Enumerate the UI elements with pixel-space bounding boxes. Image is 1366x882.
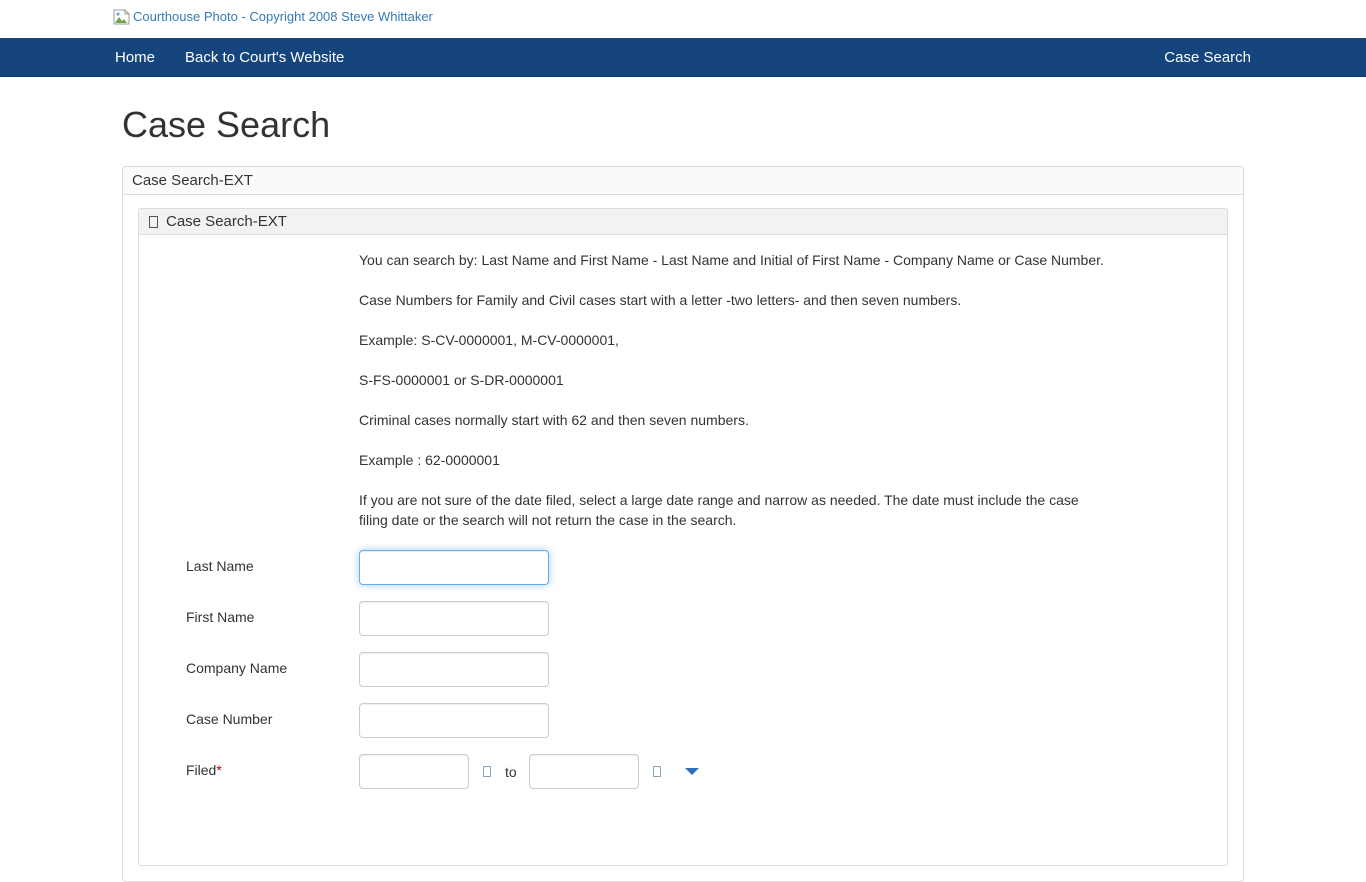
form-row-last-name	[154, 550, 1212, 585]
first-name-label: First Name	[186, 609, 255, 625]
instruction-line: Criminal cases normally start with 62 and then seven numbers.	[359, 412, 749, 428]
broken-image-icon	[113, 9, 131, 25]
nav-link-home[interactable]: Home	[115, 48, 156, 66]
filed-to-input[interactable]	[529, 754, 639, 789]
filed-label	[186, 754, 359, 778]
form-row-company-name	[154, 652, 1212, 687]
calendar-icon[interactable]	[653, 766, 661, 777]
main-content	[113, 104, 1253, 882]
company-name-label: Company Name	[186, 660, 288, 676]
inner-panel	[138, 208, 1228, 866]
outer-panel	[122, 166, 1244, 882]
search-instructions	[359, 250, 1212, 530]
company-name-input[interactable]	[359, 652, 549, 687]
navbar-left	[113, 38, 359, 76]
first-name-input[interactable]	[359, 601, 549, 636]
calendar-icon[interactable]	[483, 766, 491, 777]
outer-panel-heading: Case Search-EXT	[123, 167, 1243, 195]
instruction-line: Example : 62-0000001	[359, 452, 500, 468]
nav-item-home	[113, 38, 170, 76]
filed-to-text: to	[505, 763, 517, 780]
courthouse-photo-link[interactable]	[113, 9, 433, 25]
form-row-first-name	[154, 601, 1212, 636]
last-name-label: Last Name	[186, 558, 254, 574]
case-number-input[interactable]	[359, 703, 549, 738]
nav-item-back-to-courts-website	[170, 38, 359, 76]
caret-down-icon[interactable]	[685, 768, 699, 775]
instruction-line: You can search by: Last Name and First Name - Last Name and Initial of First Name - Company Name or Case Number.	[359, 252, 1104, 268]
case-number-label: Case Number	[186, 711, 273, 727]
instruction-line: If you are not sure of the date filed, select a large date range and narrow as needed. The date must include the case filing date or the search will not return the case in the search.	[359, 492, 1079, 528]
navbar-right	[1149, 38, 1253, 76]
page-title: Case Search	[122, 104, 331, 145]
inner-panel-heading[interactable]	[139, 209, 1227, 235]
instruction-line: Example: S-CV-0000001, M-CV-0000001,	[359, 332, 619, 348]
inner-panel-body	[139, 235, 1227, 865]
filed-from-input[interactable]	[359, 754, 469, 789]
form-row-filed	[154, 754, 1212, 789]
nav-link-back-to-courts-website[interactable]: Back to Court's Website	[185, 48, 345, 66]
form-row-case-number	[154, 703, 1212, 738]
filed-label-text: Filed	[186, 762, 217, 778]
top-strip	[0, 0, 1366, 38]
last-name-input[interactable]	[359, 550, 549, 585]
instruction-line: Case Numbers for Family and Civil cases start with a letter -two letters- and then seven numbers.	[359, 292, 962, 308]
nav-item-case-search	[1149, 38, 1253, 76]
outer-panel-body	[123, 195, 1243, 881]
required-asterisk: *	[216, 762, 222, 778]
case-search-form	[154, 550, 1212, 789]
inner-panel-title: Case Search-EXT	[166, 213, 287, 230]
instruction-line: S-FS-0000001 or S-DR-0000001	[359, 372, 564, 388]
collapse-icon	[149, 216, 158, 228]
logo-alt-text: Courthouse Photo - Copyright 2008 Steve Whittaker	[133, 9, 433, 24]
navbar	[0, 38, 1366, 77]
nav-link-case-search[interactable]: Case Search	[1164, 48, 1251, 66]
filed-date-range	[359, 754, 699, 789]
